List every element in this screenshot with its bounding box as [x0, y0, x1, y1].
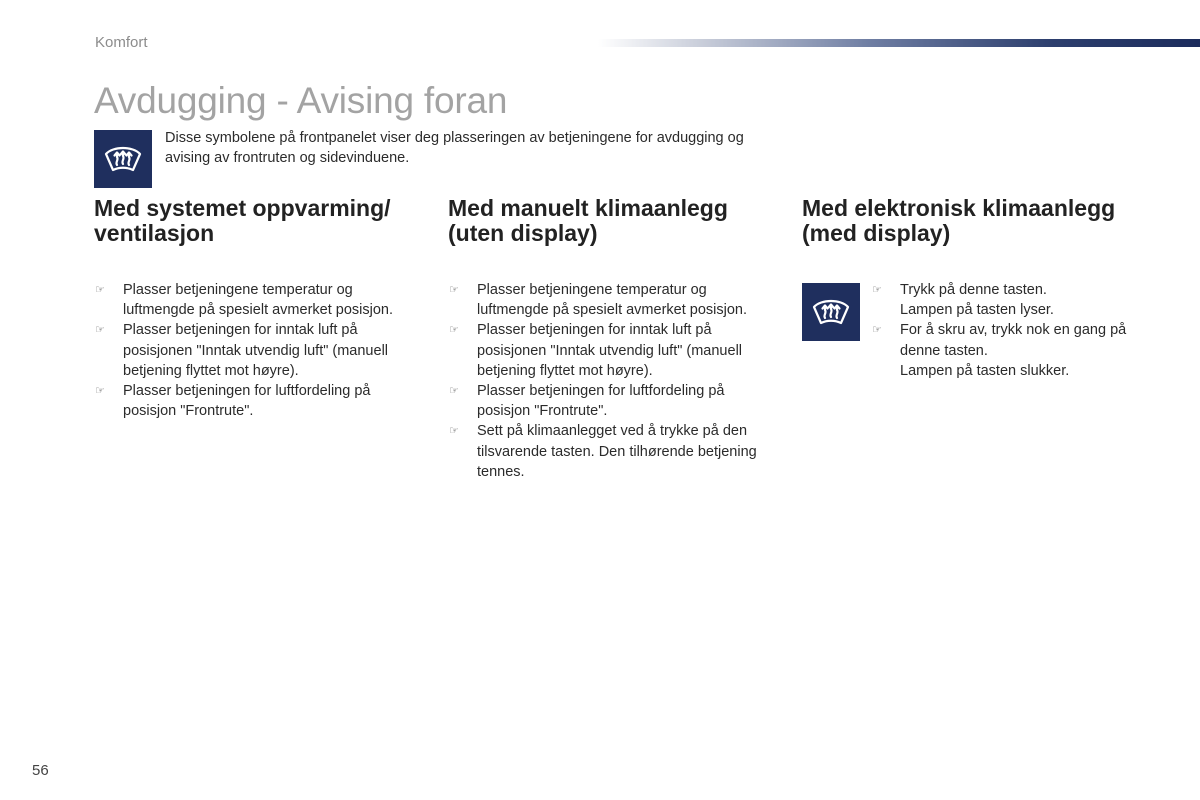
- pointing-hand-icon: ☞: [872, 284, 882, 296]
- list-item: ☞ Plasser betjeningen for inntak luft på posisjonen "Inntak utvendig luft" (manuell betjening flyttet mot høyre).: [95, 322, 389, 379]
- list-item: ☞ Sett på klimaanlegget ved å trykke på den tilsvarende tasten. Den tilhørende betjening tennes.: [449, 423, 757, 480]
- pointing-hand-icon: ☞: [872, 324, 882, 337]
- instruction-list: [94, 280, 424, 421]
- instruction-list: [448, 280, 778, 482]
- pointing-hand-icon: ☞: [95, 284, 105, 296]
- column-heating-ventilation: [94, 195, 424, 420]
- pointing-hand-icon: ☞: [449, 284, 459, 296]
- list-item: ☞ Plasser betjeningene temperatur og luftmengde på spesielt avmerket posisjon.: [95, 282, 394, 319]
- pointing-hand-icon: ☞: [449, 425, 459, 438]
- list-item: ☞ Trykk på denne tasten. Lampen på tasten lyser.: [872, 282, 1054, 319]
- windshield-defrost-icon: [94, 130, 152, 188]
- list-item: ☞ Plasser betjeningen for luftfordeling på posisjon "Frontrute".: [449, 383, 725, 420]
- list-item: ☞ For å skru av, trykk nok en gang på denne tasten. Lampen på tasten slukker.: [872, 322, 1127, 379]
- page-title: Avdugging - Avising foran: [94, 80, 508, 121]
- column-manual-ac: [448, 195, 778, 480]
- pointing-hand-icon: ☞: [449, 324, 459, 337]
- list-item: ☞ Plasser betjeningen for luftfordeling på posisjon "Frontrute".: [95, 383, 371, 420]
- pointing-hand-icon: ☞: [449, 385, 459, 398]
- column-electronic-ac: [802, 196, 1132, 266]
- pointing-hand-icon: ☞: [95, 385, 105, 398]
- instruction-list: [842, 280, 1142, 381]
- list-item: ☞ Plasser betjeningene temperatur og luftmengde på spesielt avmerket posisjon.: [449, 282, 748, 319]
- page-number: 56: [32, 762, 49, 779]
- pointing-hand-icon: ☞: [95, 324, 105, 337]
- intro-text: Disse symbolene på frontpanelet viser deg plasseringen av betjeningene for avdugging og avising av frontruten og sidevinduene.: [165, 130, 744, 166]
- column-heading: Med manuelt klimaanlegg (uten display): [448, 195, 728, 246]
- section-label: Komfort: [95, 34, 148, 51]
- header-bar: [598, 39, 1200, 47]
- column-heading: Med elektronisk klimaanlegg (med display): [802, 195, 1116, 246]
- column-heading: Med systemet oppvarming/ ventilasjon: [94, 195, 391, 246]
- list-item: ☞ Plasser betjeningen for inntak luft på posisjonen "Inntak utvendig luft" (manuell betjening flyttet mot høyre).: [449, 322, 743, 379]
